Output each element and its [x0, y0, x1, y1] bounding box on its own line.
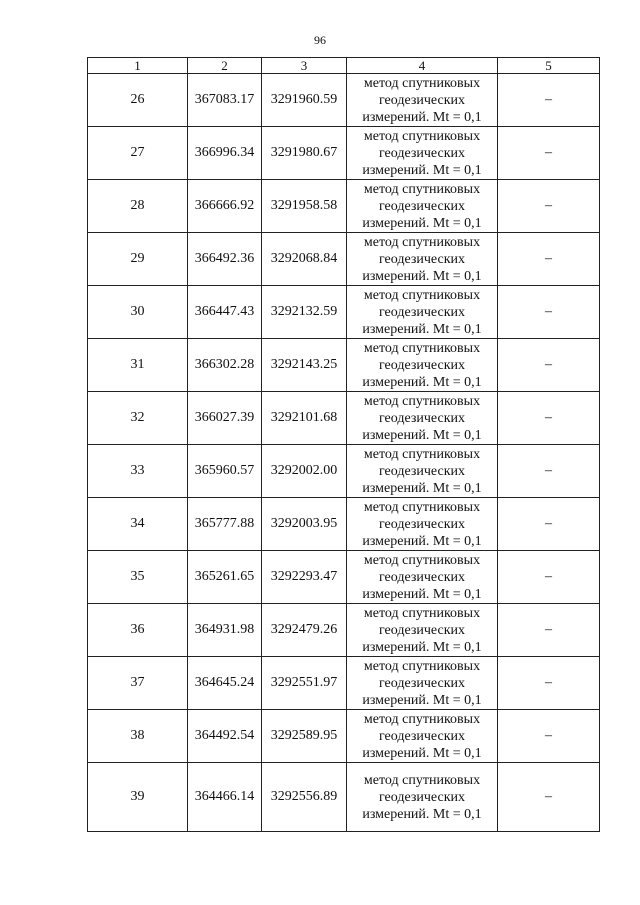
method-line-1: метод спутниковых — [363, 446, 481, 462]
y-coordinate-cell: 3292556.89 — [262, 763, 347, 832]
table-header-row — [88, 58, 600, 74]
x-coordinate-cell: 366302.28 — [188, 339, 262, 392]
method-line-2: геодезических — [378, 728, 465, 744]
x-coordinate-cell: 365960.57 — [188, 445, 262, 498]
method-line-3: измерений. Mt = 0,1 — [362, 480, 482, 496]
method-line-3: измерений. Mt = 0,1 — [362, 162, 482, 178]
method-line-3: измерений. Mt = 0,1 — [362, 639, 482, 655]
method-line-2: геодезических — [378, 304, 465, 320]
method-cell — [347, 286, 498, 339]
column-header-4: 4 — [347, 58, 498, 74]
method-cell — [347, 710, 498, 763]
y-coordinate-cell: 3292068.84 — [262, 233, 347, 286]
point-number-cell: 26 — [88, 74, 188, 127]
point-number-cell: 30 — [88, 286, 188, 339]
method-line-3: измерений. Mt = 0,1 — [362, 109, 482, 125]
method-cell — [347, 233, 498, 286]
column-header-2: 2 — [188, 58, 262, 74]
method-cell — [347, 763, 498, 832]
y-coordinate-cell: 3292101.68 — [262, 392, 347, 445]
y-coordinate-cell: 3292551.97 — [262, 657, 347, 710]
method-line-1: метод спутниковых — [363, 340, 481, 356]
dash-cell: – — [498, 392, 600, 445]
point-number-cell: 34 — [88, 498, 188, 551]
x-coordinate-cell: 365261.65 — [188, 551, 262, 604]
x-coordinate-cell: 364931.98 — [188, 604, 262, 657]
method-line-2: геодезических — [378, 145, 465, 161]
x-coordinate-cell: 366996.34 — [188, 127, 262, 180]
method-line-2: геодезических — [378, 789, 465, 805]
method-line-3: измерений. Mt = 0,1 — [362, 806, 482, 822]
dash-cell: – — [498, 127, 600, 180]
method-cell — [347, 498, 498, 551]
table-row — [88, 127, 600, 180]
table-row — [88, 551, 600, 604]
method-line-1: метод спутниковых — [363, 499, 481, 515]
point-number-cell: 37 — [88, 657, 188, 710]
x-coordinate-cell: 366447.43 — [188, 286, 262, 339]
method-line-1: метод спутниковых — [363, 181, 481, 197]
y-coordinate-cell: 3292003.95 — [262, 498, 347, 551]
table-row — [88, 339, 600, 392]
dash-cell: – — [498, 180, 600, 233]
x-coordinate-cell: 364466.14 — [188, 763, 262, 832]
dash-cell: – — [498, 551, 600, 604]
method-cell — [347, 339, 498, 392]
method-line-3: измерений. Mt = 0,1 — [362, 533, 482, 549]
x-coordinate-cell: 366666.92 — [188, 180, 262, 233]
method-cell — [347, 74, 498, 127]
point-number-cell: 35 — [88, 551, 188, 604]
dash-cell: – — [498, 657, 600, 710]
method-line-1: метод спутниковых — [363, 772, 481, 788]
dash-cell: – — [498, 233, 600, 286]
method-line-1: метод спутниковых — [363, 75, 481, 91]
method-line-1: метод спутниковых — [363, 393, 481, 409]
table-row — [88, 657, 600, 710]
y-coordinate-cell: 3292589.95 — [262, 710, 347, 763]
method-line-1: метод спутниковых — [363, 552, 481, 568]
table-row — [88, 74, 600, 127]
method-cell — [347, 657, 498, 710]
method-line-3: измерений. Mt = 0,1 — [362, 692, 482, 708]
page-number: 96 — [314, 33, 326, 47]
method-line-3: измерений. Mt = 0,1 — [362, 215, 482, 231]
dash-cell: – — [498, 74, 600, 127]
method-cell — [347, 392, 498, 445]
method-line-2: геодезических — [378, 622, 465, 638]
y-coordinate-cell: 3292143.25 — [262, 339, 347, 392]
table-row — [88, 710, 600, 763]
y-coordinate-cell: 3292479.26 — [262, 604, 347, 657]
table-body — [88, 74, 600, 832]
x-coordinate-cell: 366492.36 — [188, 233, 262, 286]
coordinates-table — [87, 57, 600, 832]
table-row — [88, 233, 600, 286]
method-line-2: геодезических — [378, 410, 465, 426]
method-line-1: метод спутниковых — [363, 605, 481, 621]
method-line-3: измерений. Mt = 0,1 — [362, 321, 482, 337]
dash-cell: – — [498, 339, 600, 392]
column-header-5: 5 — [498, 58, 600, 74]
method-line-3: измерений. Mt = 0,1 — [362, 586, 482, 602]
x-coordinate-cell: 366027.39 — [188, 392, 262, 445]
method-line-3: измерений. Mt = 0,1 — [362, 745, 482, 761]
method-line-1: метод спутниковых — [363, 287, 481, 303]
point-number-cell: 33 — [88, 445, 188, 498]
method-line-2: геодезических — [378, 251, 465, 267]
method-cell — [347, 604, 498, 657]
table-row — [88, 604, 600, 657]
dash-cell: – — [498, 498, 600, 551]
method-line-2: геодезических — [378, 516, 465, 532]
x-coordinate-cell: 367083.17 — [188, 74, 262, 127]
y-coordinate-cell: 3291958.58 — [262, 180, 347, 233]
point-number-cell: 27 — [88, 127, 188, 180]
method-line-2: геодезических — [378, 675, 465, 691]
method-line-3: измерений. Mt = 0,1 — [362, 374, 482, 390]
dash-cell: – — [498, 286, 600, 339]
method-line-1: метод спутниковых — [363, 128, 481, 144]
y-coordinate-cell: 3291980.67 — [262, 127, 347, 180]
point-number-cell: 38 — [88, 710, 188, 763]
point-number-cell: 31 — [88, 339, 188, 392]
method-line-2: геодезических — [378, 463, 465, 479]
point-number-cell: 39 — [88, 763, 188, 832]
table-row — [88, 286, 600, 339]
y-coordinate-cell: 3292132.59 — [262, 286, 347, 339]
dash-cell: – — [498, 604, 600, 657]
column-header-3: 3 — [262, 58, 347, 74]
x-coordinate-cell: 364492.54 — [188, 710, 262, 763]
method-line-3: измерений. Mt = 0,1 — [362, 268, 482, 284]
table-row — [88, 763, 600, 832]
y-coordinate-cell: 3292002.00 — [262, 445, 347, 498]
method-cell — [347, 180, 498, 233]
method-line-2: геодезических — [378, 92, 465, 108]
dash-cell: – — [498, 763, 600, 832]
point-number-cell: 28 — [88, 180, 188, 233]
x-coordinate-cell: 364645.24 — [188, 657, 262, 710]
table-row — [88, 392, 600, 445]
method-line-2: геодезических — [378, 198, 465, 214]
method-line-2: геодезических — [378, 357, 465, 373]
dash-cell: – — [498, 710, 600, 763]
method-line-1: метод спутниковых — [363, 234, 481, 250]
table-row — [88, 445, 600, 498]
table-row — [88, 180, 600, 233]
method-cell — [347, 127, 498, 180]
y-coordinate-cell: 3291960.59 — [262, 74, 347, 127]
x-coordinate-cell: 365777.88 — [188, 498, 262, 551]
column-header-1: 1 — [88, 58, 188, 74]
method-cell — [347, 551, 498, 604]
dash-cell: – — [498, 445, 600, 498]
method-line-3: измерений. Mt = 0,1 — [362, 427, 482, 443]
method-line-2: геодезических — [378, 569, 465, 585]
y-coordinate-cell: 3292293.47 — [262, 551, 347, 604]
point-number-cell: 29 — [88, 233, 188, 286]
method-cell — [347, 445, 498, 498]
method-line-1: метод спутниковых — [363, 711, 481, 727]
table-row — [88, 498, 600, 551]
point-number-cell: 32 — [88, 392, 188, 445]
method-line-1: метод спутниковых — [363, 658, 481, 674]
point-number-cell: 36 — [88, 604, 188, 657]
